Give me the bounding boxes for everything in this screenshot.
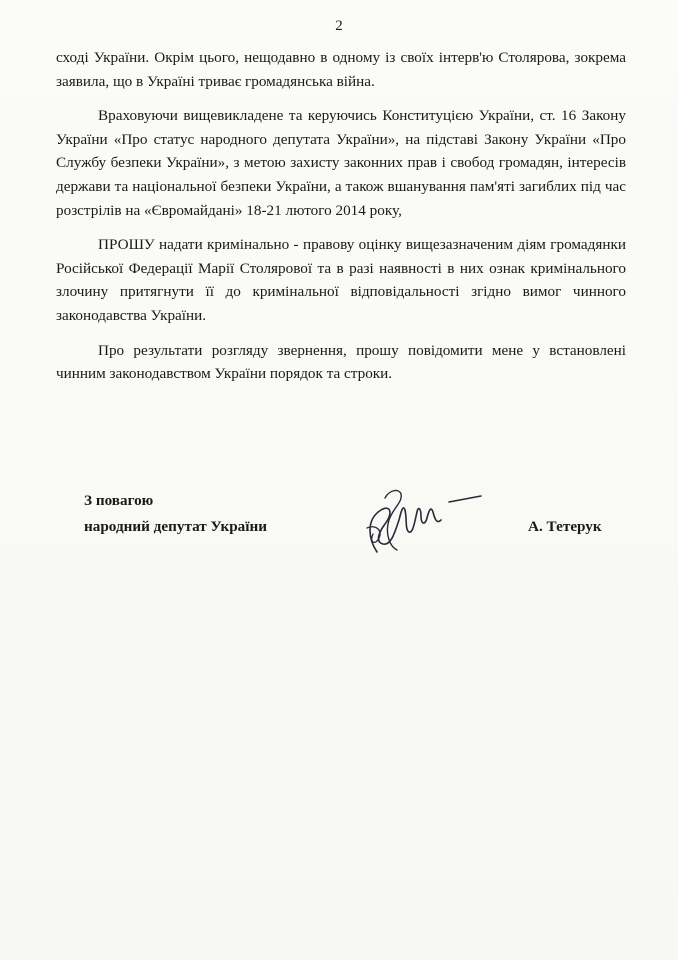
page-number: 2 xyxy=(335,18,343,34)
paragraph-continuation: сході України. Окрім цього, нещодавно в одному із своїх інтерв'ю Столярова, зокрема заявила, що в Україні триває громадянська війна. xyxy=(56,49,626,90)
paragraph-response-request: Про результати розгляду звернення, прошу повідомити мене у встановлені чинним законодавством України порядок та строки. xyxy=(56,341,626,383)
closing-greeting: З повагою xyxy=(84,492,154,509)
signer-position: народний депутат України xyxy=(84,518,267,535)
handwritten-signature xyxy=(355,480,485,560)
letter-body xyxy=(56,46,626,397)
signer-name: А. Тетерук xyxy=(528,518,602,535)
paragraph-request: ПРОШУ надати кримінально - правову оцінку вищезазначеним діям громадянки Російської Федерації Марії Столярової та в разі наявності в них ознак кримінального злочину притягнути її до кримінальної відповідальності згідно вимог чинного законодавства України. xyxy=(56,236,626,324)
paragraph-legal-basis: Враховуючи вищевикладене та керуючись Конституцією України, ст. 16 Закону України «Про статус народного депутата України», на підставі Закону України «Про Службу безпеки України», з метою захисту законних прав і свобод громадян, інтересів держави та національної безпеки України, а також вшанування пам'яті загиблих під час розстрілів на «Євромайдані» 18-21 лютого 2014 року, xyxy=(56,107,626,219)
